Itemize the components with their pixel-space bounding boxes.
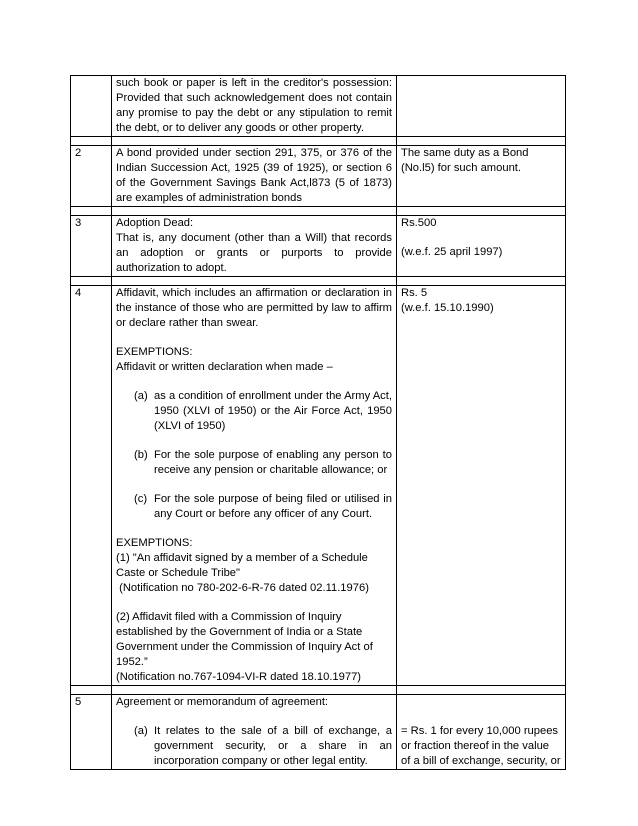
exemption-1-note: (Notification no 780-202-6-R-76 dated 02.11.1976) — [116, 582, 369, 594]
exemptions-heading-2: EXEMPTIONS: — [116, 537, 193, 549]
spacer-row — [71, 207, 566, 216]
exemptions-intro: Affidavit or written declaration when made – — [116, 361, 333, 373]
row-description: such book or paper is left in the creditor's possession: Provided that such acknowledgement does not contain any promise to pay the debt or any stipulation to remit the debt, or to deliver any goods or other property. — [112, 76, 397, 137]
spacer-row — [71, 137, 566, 146]
exemptions-heading: EXEMPTIONS: — [116, 346, 193, 358]
list-item-label: (c) — [134, 493, 148, 505]
row-number — [71, 76, 112, 137]
row-number: 3 — [71, 216, 112, 277]
list-item-text: as a condition of enrollment under the Army Act, 1950 (XLVI of 1950) or the Air Force Act, 1950 (XLVI of 1950) — [154, 390, 392, 432]
list-item — [116, 448, 392, 478]
table-row — [71, 695, 566, 770]
table-row — [71, 146, 566, 207]
list-item-label: (a) — [134, 725, 148, 737]
row-duty-cell — [397, 286, 566, 686]
row-number: 4 — [71, 286, 112, 686]
stamp-duty-table — [70, 75, 566, 770]
row-duty-note: (w.e.f. 15.10.1990) — [401, 302, 494, 314]
row-duty-cell — [397, 216, 566, 277]
row-description-cell — [112, 216, 397, 277]
row-duty: = Rs. 1 for every 10,000 rupees or fraction thereof in the value of a bill of exchange, security, or — [401, 725, 561, 767]
list-item-label: (a) — [134, 390, 148, 402]
row-description: A bond provided under section 291, 375, or 376 of the Indian Succession Act, 1925 (39 of 1925), or section 6 of the Government Savings Bank Act,l873 (5 of 1873) are examples of administration bonds — [112, 146, 397, 207]
exemption-2: (2) Affidavit filed with a Commission of Inquiry established by the Government of India or a State Government under the Commission of Inquiry Act of 1952.” — [116, 611, 373, 668]
row-duty-note: (w.e.f. 25 april 1997) — [401, 246, 503, 258]
row-duty-cell — [397, 695, 566, 770]
row-duty: The same duty as a Bond (No.l5) for such amount. — [397, 146, 566, 207]
list-item — [116, 492, 392, 522]
spacer-row — [71, 277, 566, 286]
row-duty: Rs. 5 — [401, 287, 428, 299]
row-description: Affidavit, which includes an affirmation or declaration in the instance of those who are permitted by law to affirm or declare rather than swear. — [116, 287, 392, 329]
row-title: Adoption Dead: — [116, 217, 194, 229]
exemption-1: (1) "An affidavit signed by a member of a Schedule Caste or Schedule Tribe" — [116, 552, 368, 579]
row-number: 5 — [71, 695, 112, 770]
list-item-text: For the sole purpose of being filed or utilised in any Court or before any officer of any Court. — [154, 493, 392, 520]
table-row — [71, 216, 566, 277]
row-duty: Rs.500 — [401, 217, 437, 229]
exemption-2-note: (Notification no.767-1094-VI-R dated 18.10.1977) — [116, 671, 362, 683]
row-description-cell — [112, 695, 397, 770]
list-item — [116, 724, 392, 769]
row-description: That is, any document (other than a Will) that records an adoption or grants or purports to provide authorization to adopt. — [116, 232, 392, 274]
table-row — [71, 76, 566, 137]
table-row — [71, 286, 566, 686]
list-item-text: For the sole purpose of enabling any person to receive any pension or charitable allowance; or — [154, 449, 392, 476]
row-number: 2 — [71, 146, 112, 207]
row-description: Agreement or memorandum of agreement: — [116, 696, 329, 708]
row-duty — [397, 76, 566, 137]
spacer-row — [71, 686, 566, 695]
row-description-cell — [112, 286, 397, 686]
list-item-text: It relates to the sale of a bill of exchange, a government security, or a share in an incorporation company or other legal entity. — [154, 725, 392, 767]
list-item-label: (b) — [134, 449, 148, 461]
list-item — [116, 389, 392, 434]
